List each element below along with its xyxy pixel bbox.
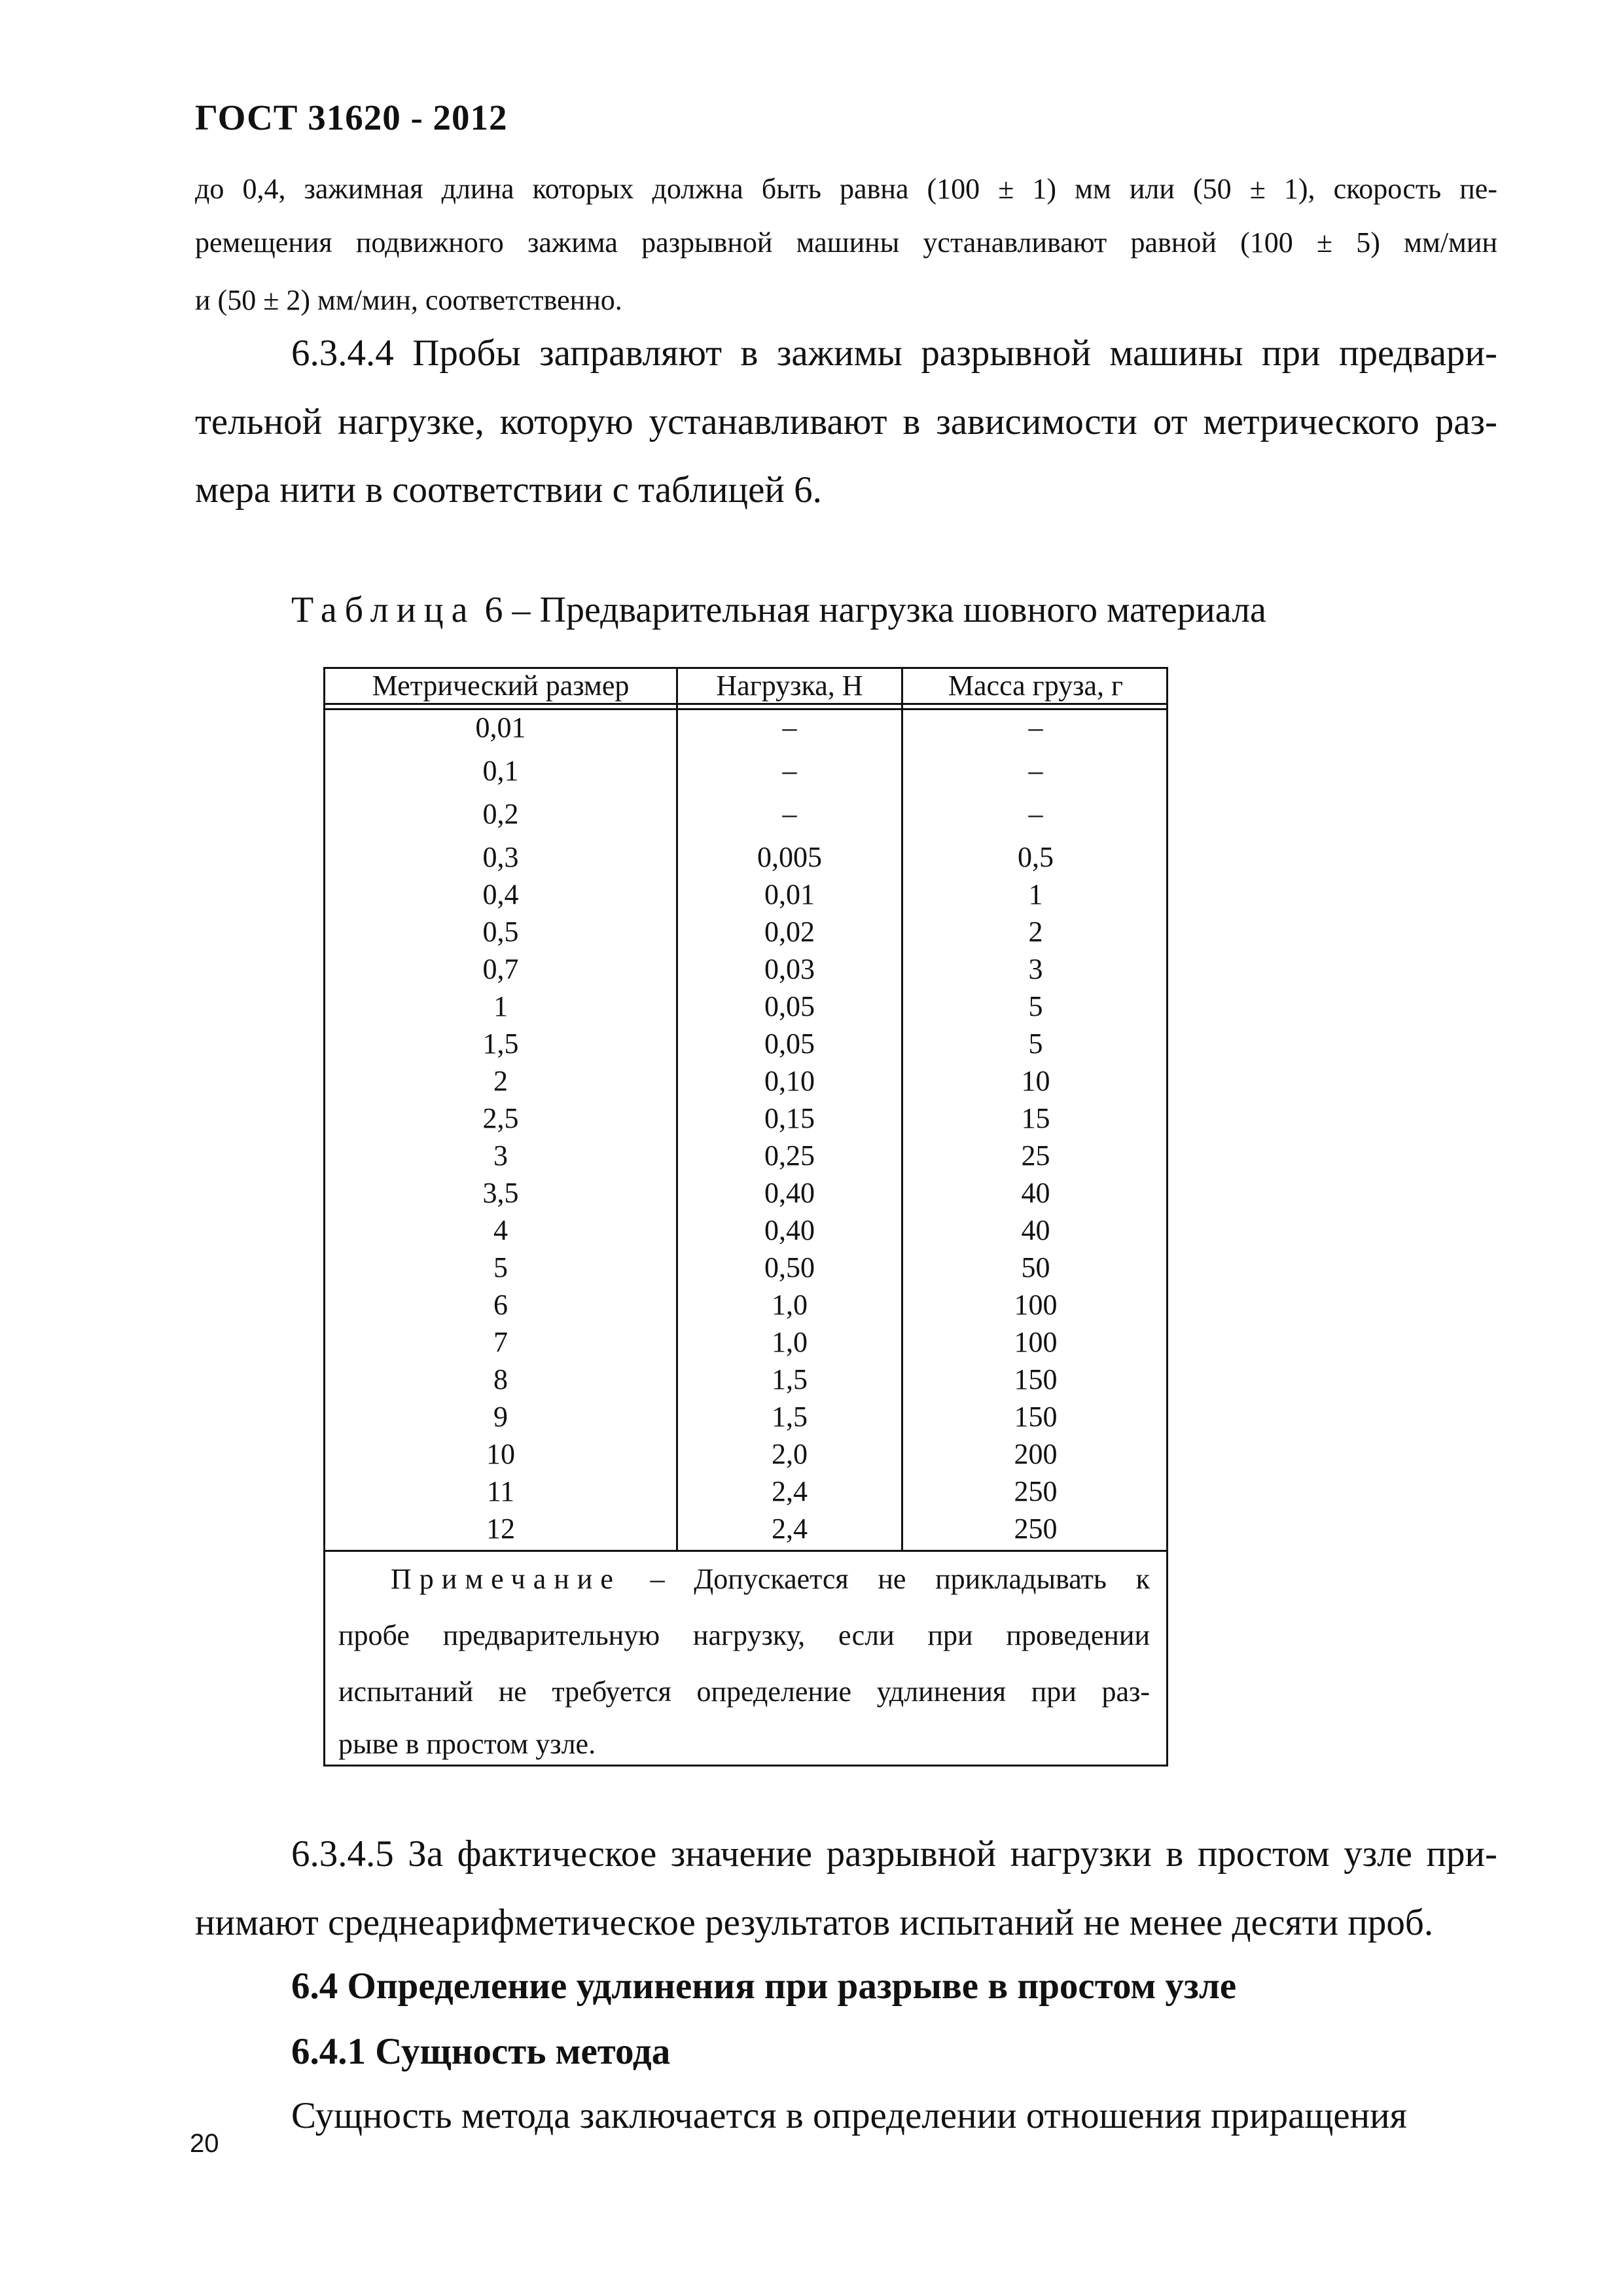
table-cell-size: 3 xyxy=(493,1139,508,1172)
table-cell-size: 10 xyxy=(486,1438,515,1470)
table-note-line: – Допускается не прикладывать к xyxy=(620,1563,1150,1595)
table-cell-mass: 100 xyxy=(1014,1326,1058,1358)
table-cell-mass: 250 xyxy=(1014,1475,1058,1507)
table-cell-load: – xyxy=(782,711,797,744)
document-header: ГОСТ 31620 - 2012 xyxy=(195,98,508,137)
table-cell-load: 0,01 xyxy=(764,878,815,910)
table-cell-mass: 250 xyxy=(1014,1513,1058,1545)
table-cell-size: 6 xyxy=(493,1289,508,1321)
table-cell-load: 1,0 xyxy=(772,1326,808,1358)
section-641-text: Сущность метода заключается в определении отношения приращения xyxy=(291,2095,1407,2136)
table-cell-size: 0,01 xyxy=(475,711,526,744)
table-cell-size: 0,3 xyxy=(482,841,519,873)
table-cell-load: 0,05 xyxy=(764,990,815,1022)
table-cell-size: 2,5 xyxy=(482,1102,519,1134)
table-cell-load: 0,40 xyxy=(764,1177,815,1209)
table-cell-load: 0,05 xyxy=(764,1028,815,1060)
table-cell-size: 5 xyxy=(493,1251,508,1283)
table-cell-load: 1,0 xyxy=(772,1289,808,1321)
paragraph-6344-line: тельной нагрузке, которую устанавливают в зависимости от метрического раз- xyxy=(195,401,1497,442)
table-note-line: рыве в простом узле. xyxy=(338,1728,596,1760)
table-header-mass: Масса груза, г xyxy=(948,670,1124,702)
table-cell-size: 0,1 xyxy=(482,755,519,787)
intro-line: и (50 ± 2) мм/мин, соответственно. xyxy=(195,284,622,316)
table-cell-size: 12 xyxy=(486,1513,515,1545)
table-cell-load: 0,03 xyxy=(764,953,815,985)
table-cell-size: 0,2 xyxy=(482,798,519,830)
table-cell-size: 2 xyxy=(493,1065,508,1097)
table-cell-load: 2,4 xyxy=(772,1513,808,1545)
table-cell-mass: 25 xyxy=(1021,1139,1050,1172)
paragraph-6344-line: 6.3.4.4 Пробы заправляют в зажимы разрывной машины при предвари- xyxy=(291,332,1497,374)
table-cell-mass: 40 xyxy=(1021,1214,1050,1246)
table-cell-mass: – xyxy=(1028,755,1043,787)
table-cell-size: 7 xyxy=(493,1326,508,1358)
table-note-label: Примечание xyxy=(391,1563,621,1595)
table-header-load: Нагрузка, Н xyxy=(716,670,863,702)
table-cell-mass: 100 xyxy=(1014,1289,1058,1321)
table-cell-mass: 40 xyxy=(1021,1177,1050,1209)
table-cell-size: 4 xyxy=(493,1214,508,1246)
header-divider xyxy=(325,703,1166,705)
table-cell-mass: 2 xyxy=(1028,916,1043,948)
table-note xyxy=(391,1551,1150,1607)
intro-line: ремещения подвижного зажима разрывной машины устанавливают равной (100 ± 5) мм/мин xyxy=(195,226,1497,259)
table-caption-label: Таблица xyxy=(291,590,476,630)
paragraph-6344-line: мера нити в соответствии с таблицей 6. xyxy=(195,469,822,511)
table-cell-load: 0,25 xyxy=(764,1139,815,1172)
table-cell-size: 0,5 xyxy=(482,916,519,948)
table-cell-load: – xyxy=(782,755,797,787)
table-header-size: Метрический размер xyxy=(372,670,630,702)
table-cell-mass: 10 xyxy=(1021,1065,1050,1097)
paragraph-6345-line: 6.3.4.5 За фактическое значение разрывной нагрузки в простом узле при- xyxy=(291,1833,1497,1874)
table-cell-load: 0,005 xyxy=(757,841,822,873)
table-note-line: пробе предварительную нагрузку, если при проведении xyxy=(338,1619,1150,1651)
table-cell-mass: 150 xyxy=(1014,1401,1058,1433)
table-cell-size: 8 xyxy=(493,1363,508,1395)
intro-line: до 0,4, зажимная длина которых должна быть равна (100 ± 1) мм или (50 ± 1), скорость пе- xyxy=(195,173,1497,205)
table-cell-size: 0,7 xyxy=(482,953,519,985)
table-6 xyxy=(323,667,1168,1767)
table-cell-load: 2,0 xyxy=(772,1438,808,1470)
table-cell-size: 9 xyxy=(493,1401,508,1433)
section-heading-64: 6.4 Определение удлинения при разрыве в простом узле xyxy=(291,1965,1237,2007)
table-cell-mass: 0,5 xyxy=(1018,841,1054,873)
table-cell-mass: 5 xyxy=(1028,1028,1043,1060)
table-cell-size: 11 xyxy=(486,1475,515,1507)
table-cell-load: 1,5 xyxy=(772,1401,808,1433)
table-cell-mass: 5 xyxy=(1028,990,1043,1022)
table-cell-mass: 15 xyxy=(1021,1102,1050,1134)
table-caption-text: 6 – Предварительная нагрузка шовного материала xyxy=(475,590,1266,630)
table-cell-load: 0,40 xyxy=(764,1214,815,1246)
table-cell-mass: 3 xyxy=(1028,953,1043,985)
table-cell-load: 0,10 xyxy=(764,1065,815,1097)
table-cell-size: 3,5 xyxy=(482,1177,519,1209)
table-caption xyxy=(291,589,1266,631)
table-cell-mass: 1 xyxy=(1028,878,1043,910)
table-cell-load: 0,02 xyxy=(764,916,815,948)
table-cell-size: 1,5 xyxy=(482,1028,519,1060)
table-cell-mass: – xyxy=(1028,711,1043,744)
table-cell-load: 2,4 xyxy=(772,1475,808,1507)
table-cell-load: – xyxy=(782,798,797,830)
table-cell-load: 0,15 xyxy=(764,1102,815,1134)
table-note-line: испытаний не требуется определение удлинения при раз- xyxy=(338,1676,1150,1708)
section-heading-641: 6.4.1 Сущность метода xyxy=(291,2031,671,2072)
table-cell-load: 0,50 xyxy=(764,1251,815,1283)
table-cell-size: 1 xyxy=(493,990,508,1022)
table-cell-mass: 150 xyxy=(1014,1363,1058,1395)
table-cell-load: 1,5 xyxy=(772,1363,808,1395)
table-cell-size: 0,4 xyxy=(482,878,519,910)
table-cell-mass: 200 xyxy=(1014,1438,1058,1470)
header-divider-double xyxy=(325,708,1166,710)
table-cell-mass: – xyxy=(1028,798,1043,830)
table-cell-mass: 50 xyxy=(1021,1251,1050,1283)
paragraph-6345-line: нимают среднеарифметическое результатов испытаний не менее десяти проб. xyxy=(195,1902,1434,1943)
page-number: 20 xyxy=(190,2129,219,2158)
